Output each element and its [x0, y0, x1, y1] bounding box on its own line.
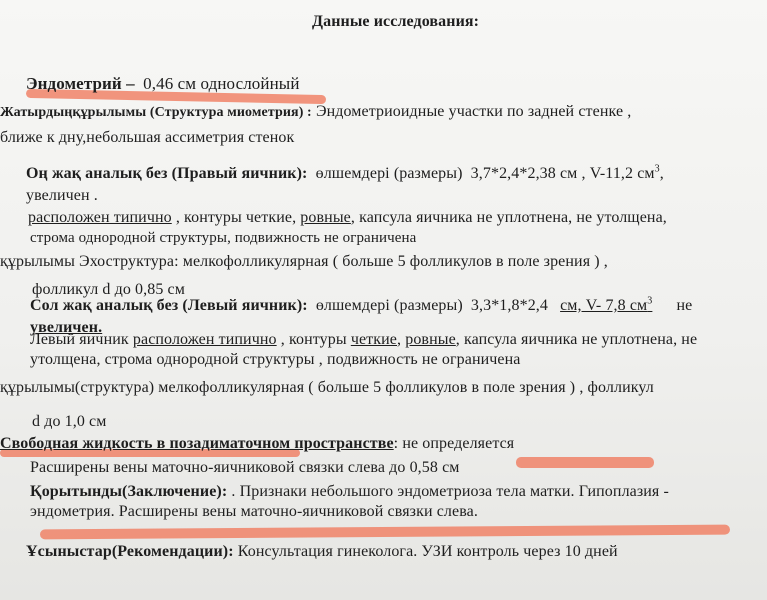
right-ovary-location: расположен типично [28, 209, 172, 226]
right-ovary-even: ровные [300, 209, 351, 226]
conclusion-label: Қорытынды(Заключение): [30, 483, 228, 500]
left-ovary-location: расположен типично [132, 331, 277, 348]
endometrium-line [26, 74, 300, 94]
recommendations-text: Консультация гинеколога. УЗИ контроль через 10 дней [233, 543, 618, 560]
conclusion-line-1 [30, 482, 669, 502]
left-ovary-even: ровные [405, 331, 456, 348]
free-fluid-value: : не определяется [393, 435, 515, 452]
left-ovary-contours: , контуры [276, 331, 347, 348]
left-ovary-capsule: , капсула яичника не уплотнена, не [455, 331, 698, 348]
left-ovary-clear: четкие [350, 331, 397, 348]
right-ovary-contours: , контуры четкие, [171, 209, 297, 226]
veins-line: Расширены вены маточно-яичниковой связки слева до 0,58 см [30, 459, 460, 476]
left-ovary-not: не [676, 297, 693, 314]
myometrium-line-1 [0, 102, 631, 123]
right-ovary-line-3 [28, 208, 667, 228]
right-ovary-label: Оң жақ аналық без (Правый яичник): [26, 165, 308, 182]
right-ovary-sizes-label: өлшемдері (размеры) [315, 165, 463, 182]
left-ovary-label: Сол жақ аналық без (Левый яичник): [30, 297, 308, 314]
right-ovary-echo: құрылымы Эхоструктура: мелкофолликулярная ( больше 5 фолликулов в поле зрения ) , [0, 253, 608, 270]
left-ovary-sizes-label: өлшемдері (размеры) [315, 297, 463, 314]
page-title: Данные исследования: [312, 13, 480, 30]
right-ovary-sizes: 3,7*2,4*2,38 см , V-11,2 см [470, 165, 655, 182]
right-ovary-stroma: строма однородной структуры, подвижность не ограничена [30, 230, 417, 246]
right-ovary-capsule: , капсула яичника не уплотнена, не утолщена, [350, 209, 667, 226]
myometrium-line-2: ближе к дну,небольшая ассиметрия стенок [0, 129, 295, 146]
myometrium-text-1: Эндометриоидные участки по задней стенке , [315, 103, 632, 120]
endometrium-value: 0,46 см однослойный [143, 74, 300, 93]
left-ovary-volume: см, V- 7,8 $см^3$ [560, 295, 653, 314]
left-ovary-line-1 [30, 296, 692, 316]
right-ovary-enlarged: увеличен . [26, 187, 98, 204]
recommendations-line [26, 542, 618, 562]
endometrium-label: Эндометрий – [26, 74, 135, 93]
left-ovary-line-4: утолщена, строма однородной структуры , подвижность не ограничена [30, 351, 521, 368]
left-ovary-follicle: d до 1,0 см [32, 413, 107, 430]
free-fluid-line [0, 434, 514, 454]
left-ovary-prefix: Левый яичник [30, 331, 129, 348]
left-ovary-enlarged: увеличен. [30, 319, 103, 336]
right-ovary-line-1 [26, 164, 664, 184]
highlight-mark-4 [40, 525, 730, 540]
right-ovary-follicle: фолликул d до 0,85 см [32, 281, 185, 298]
left-ovary-comma: , [397, 331, 402, 348]
myometrium-label: Жатырдыңқұрылымы (Структура миометрия) : [0, 105, 312, 120]
right-ovary-sup: 3 [654, 163, 660, 175]
left-ovary-line-3b [30, 330, 697, 350]
free-fluid-label: Свободная жидкость в позадиматочном пространстве [0, 435, 394, 452]
conclusion-text-1: . Признаки небольшого эндометриоза тела матки. Гипоплазия - [227, 483, 669, 500]
right-ovary-tail: , [659, 165, 664, 182]
left-ovary-echo: құрылымы(структура) мелкофолликулярная ( больше 5 фолликулов в поле зрения ) , фолликул [0, 379, 654, 396]
conclusion-line-2: эндометрия. Расширены вены маточно-яичниковой связки слева. [30, 503, 478, 520]
recommendations-label: Ұсыныстар(Рекомендации): [26, 543, 234, 560]
left-ovary-sizes: 3,3*1,8*2,4 [470, 297, 548, 314]
highlight-mark-3 [516, 457, 654, 468]
